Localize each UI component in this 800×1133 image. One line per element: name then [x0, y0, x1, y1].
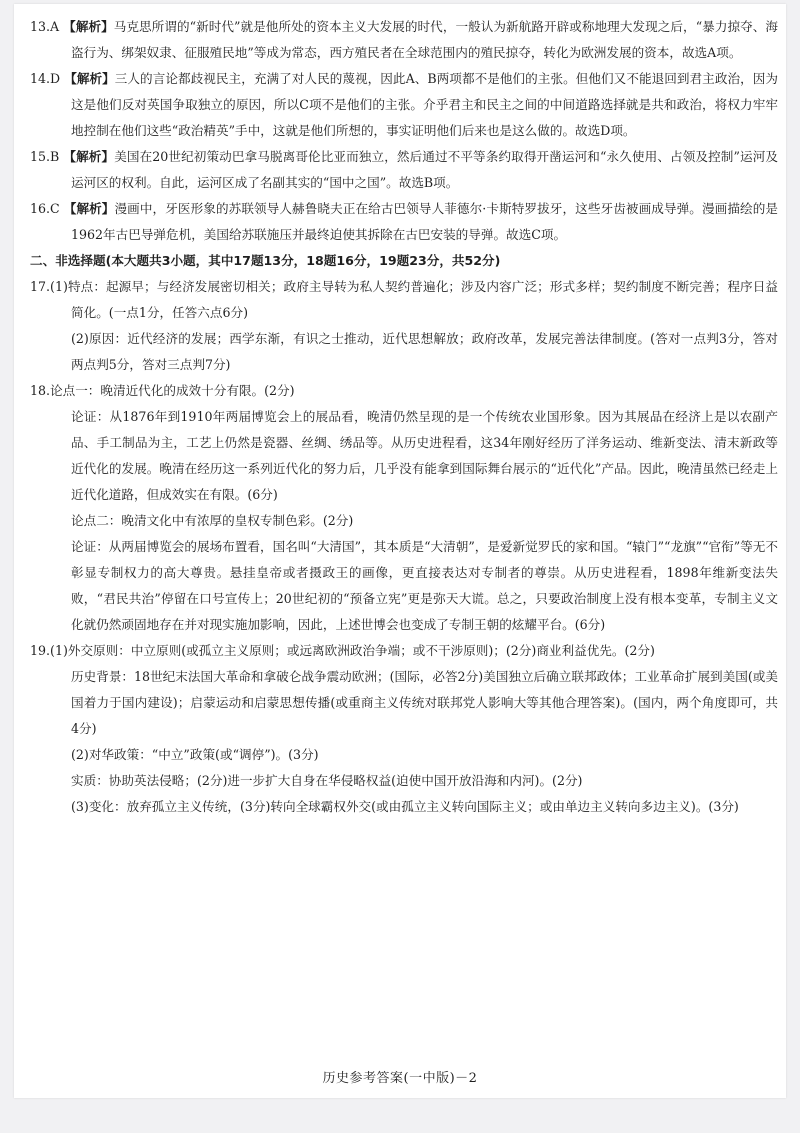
analysis-tag: 【解析】 — [63, 149, 115, 164]
answer-number: 15.B — [30, 149, 60, 164]
answer-number: 13.A — [30, 19, 60, 34]
answer-14 — [30, 66, 778, 144]
answer-18-proof2: 论证：从两届博览会的展场布置看，国名叫“大清国”，其本质是“大清朝”，是爱新觉罗氏的家和国。“辕门”“龙旗”“官衔”等无不彰显专制权力的高大尊贵。悬挂皇帝或者摄政王的画像，更直接表达对专制者的尊崇。从历史进程看，1898年维新变法失败，“君民共治”停留在口号宣传上；20世纪初的“预备立宪”更是弥天大谎。总之，只要政治制度上没有根本变革，专制主义文化就仍然顽固地存在并对现实施加影响，因此，上述世博会也变成了专制王朝的炫耀平台。(6分) — [71, 539, 778, 632]
analysis-tag: 【解析】 — [63, 201, 115, 216]
answer-19-essence: 实质：协助英法侵略；(2分)进一步扩大自身在华侵略权益(迫使中国开放沿海和内河)。(2分) — [71, 773, 583, 788]
answer-17-part2: (2)原因：近代经济的发展；西学东渐，有识之士推动，近代思想解放；政府改革，发展完善法律制度。(答对一点判3分，答对两点判5分，答对三点判7分) — [71, 331, 778, 372]
answer-text: 三人的言论都歧视民主，充满了对人民的蔑视，因此A、B两项都不是他们的主张。但他们又不能退回到君主政治，因为这是他们反对英国争取独立的原因，所以C项不是他们的主张。介乎君主和民主之间的中间道路选择就是共和政治，将权力牢牢地控制在他们这些“政治精英”手中，这就是他们所想的，事实证明他们后来也是这么做的。故选D项。 — [71, 71, 778, 138]
page-content — [30, 14, 778, 820]
answer-16 — [30, 196, 778, 248]
answer-18-proof1: 论证：从1876年到1910年两届博览会上的展品看，晚清仍然呈现的是一个传统农业国形象。因为其展品在经济上是以农副产品、手工制品为主，工艺上仍然是瓷器、丝绸、绣品等。从历史进程看，这34年刚好经历了洋务运动、维新变法、清末新政等近代化的发展。晚清在经历这一系列近代化的努力后，几乎没有能拿到国际舞台展示的“近代化”产品。因此，晚清虽然已经走上近代化道路，但成效实在有限。(6分) — [71, 409, 778, 502]
analysis-tag: 【解析】 — [64, 71, 115, 86]
answer-text: 马克思所谓的“新时代”就是他所处的资本主义大发展的时代，一般认为新航路开辟或称地理大发现之后，“暴力掠夺、海盗行为、绑架奴隶、征服殖民地”等成为常态，西方殖民者在全球范围内的殖民掠夺，转化为欧洲发展的资本，故选A项。 — [71, 19, 778, 60]
answer-13 — [30, 14, 778, 66]
answer-19-part2: (2)对华政策：“中立”政策(或“调停”)。(3分) — [71, 747, 319, 762]
answer-text: 美国在20世纪初策动巴拿马脱离哥伦比亚而独立，然后通过不平等条约取得开凿运河和“永久使用、占领及控制”运河及运河区的权利。自此，运河区成了名副其实的“国中之国”。故选B项。 — [71, 149, 779, 190]
section-heading-non-choice: 二、非选择题(本大题共3小题，其中17题13分，18题16分，19题23分，共52分) — [30, 253, 501, 268]
answer-number: 14.D — [30, 71, 61, 86]
answer-18-argument2: 论点二：晚清文化中有浓厚的皇权专制色彩。(2分) — [71, 513, 354, 528]
analysis-tag: 【解析】 — [63, 19, 114, 34]
answer-19-background: 历史背景：18世纪末法国大革命和拿破仑战争震动欧洲；(国际，必答2分)美国独立后确立联邦政体；工业革命扩展到美国(或美国着力于国内建设)；启蒙运动和启蒙思想传播(或重商主义传统对联邦党人影响大等其他合理答案)。(国内，两个角度即可，共4分) — [71, 669, 778, 736]
answer-17-part1: 17.(1)特点：起源早；与经济发展密切相关；政府主导转为私人契约普遍化；涉及内容广泛；形式多样；契约制度不断完善；程序日益简化。(一点1分，任答六点6分) — [30, 279, 778, 320]
answer-text: 漫画中，牙医形象的苏联领导人赫鲁晓夫正在给古巴领导人菲德尔·卡斯特罗拔牙，这些牙齿被画成导弹。漫画描绘的是1962年古巴导弹危机，美国给苏联施压并最终迫使其拆除在古巴安装的导弹。故选C项。 — [71, 201, 778, 242]
answer-18-argument1: 18.论点一：晚清近代化的成效十分有限。(2分) — [30, 383, 295, 398]
answer-sheet-page — [14, 4, 786, 1098]
answer-19-part3: (3)变化：放弃孤立主义传统，(3分)转向全球霸权外交(或由孤立主义转向国际主义；或由单边主义转向多边主义)。(3分) — [71, 799, 739, 814]
answer-number: 16.C — [30, 201, 60, 216]
answer-19-part1: 19.(1)外交原则：中立原则(或孤立主义原则；或远离欧洲政治争端；或不干涉原则)；(2分)商业利益优先。(2分) — [30, 643, 655, 658]
answer-15 — [30, 144, 778, 196]
page-footer: 历史参考答案(一中版)－2 — [322, 1071, 478, 1086]
